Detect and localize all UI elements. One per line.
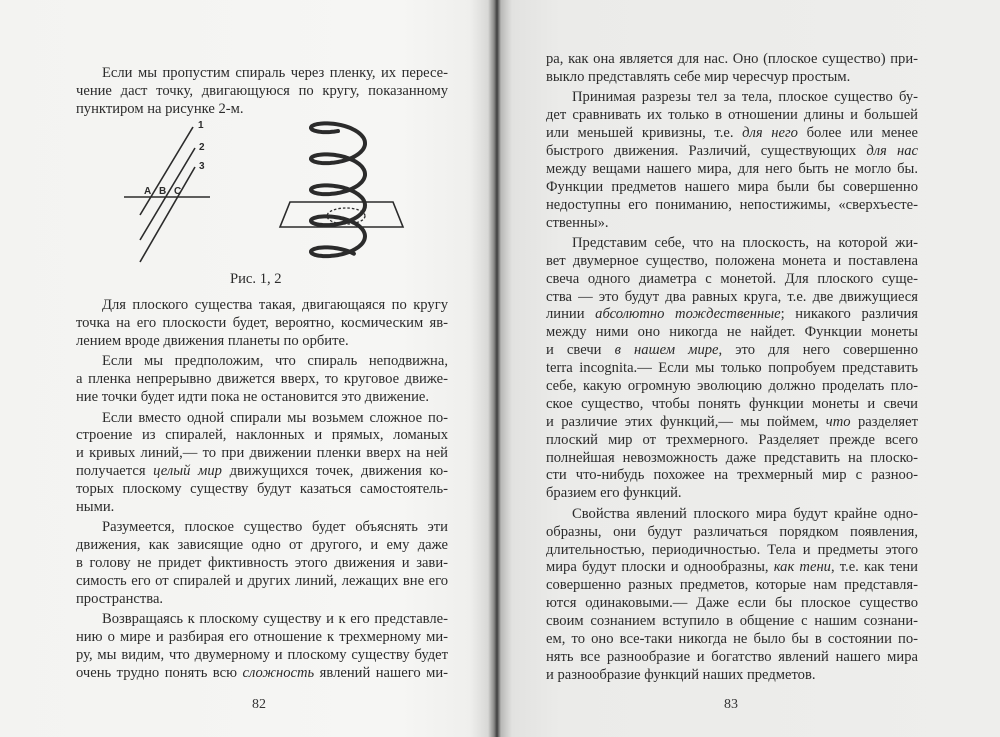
text-line: и свечи в нашем мире, это для него совершенно [546,342,918,359]
text-line: Если мы пропустим спираль через пленку, их пересе- [102,65,448,81]
spiral-icon [311,124,365,257]
label-line-2: 2 [199,142,205,154]
text-line: нять все разнообразие и богатство явлений нашего мира [546,648,918,665]
figure-line-3 [140,167,195,262]
italic-emphasis: в нашем мире [614,342,719,359]
italic-emphasis: для нас [866,142,918,159]
text-line: а пленка непрерывно движется вверх, то круговое движе- [76,371,448,388]
label-point-b: B [159,186,167,198]
italic-emphasis: целый мир [153,463,222,480]
text-line: ными. [76,498,115,515]
paragraph [546,51,918,87]
text-line: ства — это будут два равных круга, т.е. две движущиеся [546,288,918,305]
text-line: ются одинаковыми.— Даже если бы плоское существо [546,595,918,612]
text-line: ское существо, чтобы понять функции монеты и свечи [546,395,918,412]
italic-emphasis: сложность [242,664,315,681]
text-line: пунктиром на рисунке 2-м. [76,100,244,117]
text-line: ем, то оно все-таки никогда не было бы в состоянии по- [546,631,918,647]
text-line: и различие этих функций,— мы поймем, что разделяет [546,413,918,430]
text-line: Если мы предположим, что спираль неподвижна, [102,353,448,370]
left-page-text [76,65,448,685]
text-line: образны, они будут различаться порядком появления, [546,523,918,540]
italic-emphasis: как тени [773,559,831,576]
paragraph [76,353,448,407]
text-line: себе, какую огромную эволюцию должно проделать пло- [546,378,918,395]
text-line: Свойства явлений плоского мира будут крайне одно- [572,505,918,522]
text-line: мира будут плоски и однообразны, как тени, т.е. как тени [546,559,918,576]
italic-emphasis: что [825,413,851,430]
text-line: своим сознанием вступило в общение с нашим сознани- [546,613,918,630]
text-line: между ними оно никогда не найдет. Функции монеты [546,324,918,341]
text-line: плоский мир от трехмерного. Разделяет прежде всего [546,431,918,448]
text-line: свеча одного диаметра с монетой. Для плоского суще- [546,270,918,287]
text-line: очень трудно понять всю сложность явлений нашего ми- [76,664,449,681]
text-line: terra incognita.— Если мы только попробуем представить [546,360,918,377]
text-line: движения, как зависящие одно от другого, и ему даже [76,537,448,554]
text-line: Возвращаясь к плоскому существу и к его представле- [102,611,448,628]
text-line: линии абсолютно тождественные; никакого различия [546,306,918,323]
right-page-text [546,51,918,687]
paragraph [546,89,918,232]
figure-caption: Рис. 1, 2 [230,271,282,288]
page-number-left: 82 [252,697,266,712]
text-line: ние точки будет идти пока не остановится это движение. [76,389,430,406]
text-line: полнейшая невозможность даже представить на плоско- [546,449,918,466]
text-line: ра, как она является для нас. Оно (плоское существо) при- [546,51,918,67]
text-line: Функции предметов нашего мира были бы совершенно [546,178,918,195]
text-line: быстрого движения. Различий, существующих для нас [546,142,918,159]
text-line: и разнообразие функций наших предметов. [546,666,816,683]
figure-1-2 [76,121,448,297]
text-line: симость его от спиралей и других линий, лежащих вне его [76,573,448,590]
text-line: выкло представлять себе мир чересчур простым. [546,68,851,85]
text-line: бразием его функций. [546,485,682,502]
text-line: Представим себе, что на плоскость, на которой жи- [572,234,918,251]
text-line: точка на его плоскости будет, вероятно, космическим яв- [76,315,448,332]
text-after-figure [76,297,448,683]
label-line-3: 3 [199,161,205,173]
text-line: пространства. [76,590,164,607]
text-line: Для плоского существа такая, двигающаяся по кругу [102,297,448,314]
label-line-1: 1 [198,120,204,132]
paragraph [546,235,918,503]
text-line: вет двумерное существо, положена монета и поставлена [546,252,918,269]
figure-line-1 [140,127,193,215]
text-line: дет сравнивать их только в отношении длины и большей [546,107,918,124]
text-line: совершенно разных предметов, которые нам представля- [546,577,918,594]
text-line: ственны». [546,214,609,231]
paragraph [76,611,448,683]
text-line: лением вроде движения планеты по орбите. [76,332,349,349]
text-line: Разумеется, плоское существо будет объяснять эти [102,519,448,536]
text-line: сти что-нибудь похожее на трехмерный мир с разноо- [546,467,918,484]
figure-drawing [0,10,500,310]
text-line: или меньшей кривизны, т.е. для него более или менее [546,125,918,142]
text-line: между вещами нашего мира, для него быть не могло бы. [546,160,918,177]
label-point-a: A [144,186,152,198]
text-line: недоступны его пониманию, непостижимы, «сверхъесте- [546,196,918,213]
page-number-right: 83 [724,697,738,712]
label-point-c: C [174,186,182,198]
text-line: Принимая разрезы тел за тела, плоское существо бу- [572,89,918,106]
text-line: в голову не придет фиктивность этого движения и зави- [76,555,448,572]
text-line: получается целый мир движущихся точек, движения ко- [76,463,448,480]
paragraph [76,410,448,517]
paragraph [76,519,448,608]
text-line: чение даст точку, двигающуюся по кругу, показанному [76,82,448,99]
paragraph [546,506,918,685]
italic-emphasis: для него [742,125,798,142]
text-line: и кривых линий,— то при движении пленки вверх на ней [76,445,448,462]
text-line: Если вместо одной спирали мы возьмем сложное по- [102,409,448,426]
text-line: строение из спиралей, наклонных и прямых, ломаных [76,427,448,444]
text-line: торых плоскому существу будут казаться самостоятель- [76,481,448,498]
italic-emphasis: абсолютно тождественные [595,306,781,323]
text-line: нию о мире и разбирая его отношение к трехмерному ми- [76,629,448,646]
text-line: ру, мы видим, что двумерному и плоскому существу будет [76,647,448,664]
text-line: длительностью, периодичностью. Тела и предметы этого [546,541,918,558]
